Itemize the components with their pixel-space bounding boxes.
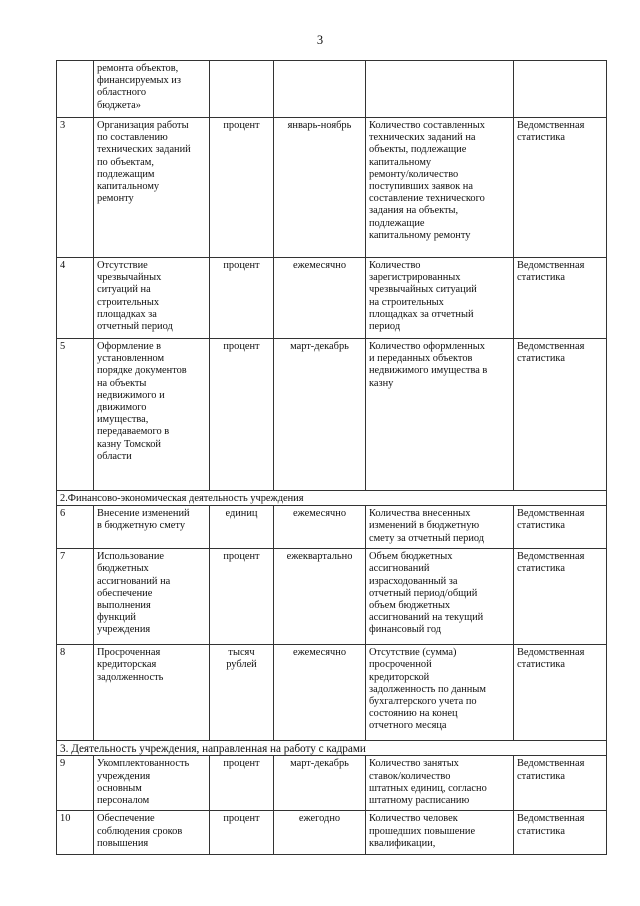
period: март-декабрь — [274, 339, 366, 491]
data-source: Ведомственная статистика — [514, 756, 607, 811]
calculation-method: Количества внесенных изменений в бюджетную смету за отчетный период — [366, 506, 514, 549]
section-header — [57, 741, 607, 756]
table-row — [57, 506, 607, 549]
calculation-method: Объем бюджетных ассигнований израсходованный за отчетный период/общий объем бюджетных ассигнований на текущий финансовый год — [366, 549, 514, 645]
data-source: Ведомственная статистика — [514, 258, 607, 339]
data-source: Ведомственная статистика — [514, 645, 607, 741]
calculation-method: Количество оформленных и переданных объектов недвижимого имущества в казну — [366, 339, 514, 491]
table-row — [57, 549, 607, 645]
section-title: 2.Финансово-экономическая деятельность учреждения — [57, 491, 607, 506]
table-row — [57, 61, 607, 118]
period — [274, 61, 366, 118]
indicator-name: Обеспечение соблюдения сроков повышения — [94, 811, 210, 855]
calculation-method: Количество занятых ставок/количество штатных единиц, согласно штатному расписанию — [366, 756, 514, 811]
unit: процент — [210, 339, 274, 491]
unit: процент — [210, 118, 274, 258]
data-source: Ведомственная статистика — [514, 118, 607, 258]
unit: тысяч рублей — [210, 645, 274, 741]
indicator-name: Укомплектованность учреждения основным персоналом — [94, 756, 210, 811]
indicator-name: Оформление в установленном порядке документов на объекты недвижимого и движимого имущества, передаваемого в казну Томской области — [94, 339, 210, 491]
data-source — [514, 61, 607, 118]
page-number: 3 — [316, 33, 324, 47]
period: ежемесячно — [274, 258, 366, 339]
table-row — [57, 258, 607, 339]
data-source: Ведомственная статистика — [514, 549, 607, 645]
row-number: 10 — [57, 811, 94, 855]
unit: процент — [210, 258, 274, 339]
unit: процент — [210, 811, 274, 855]
indicator-name: Внесение изменений в бюджетную смету — [94, 506, 210, 549]
unit: единиц — [210, 506, 274, 549]
table-row — [57, 756, 607, 811]
data-source: Ведомственная статистика — [514, 339, 607, 491]
row-number: 7 — [57, 549, 94, 645]
row-number — [57, 61, 94, 118]
period: январь-ноябрь — [274, 118, 366, 258]
section-title: 3. Деятельность учреждения, направленная на работу с кадрами — [57, 741, 607, 756]
data-source: Ведомственная статистика — [514, 811, 607, 855]
period: ежеквартально — [274, 549, 366, 645]
unit: процент — [210, 549, 274, 645]
row-number: 6 — [57, 506, 94, 549]
unit — [210, 61, 274, 118]
table-row — [57, 645, 607, 741]
calculation-method: Количество человек прошедших повышение квалификации, — [366, 811, 514, 855]
indicators-table — [56, 60, 607, 855]
data-source: Ведомственная статистика — [514, 506, 607, 549]
calculation-method: Количество составленных технических заданий на объекты, подлежащие капитальному ремонту/количество поступивших заявок на составление технического задания на объекты, подлежащие капитальному ремонту — [366, 118, 514, 258]
section-header — [57, 491, 607, 506]
calculation-method: Отсутствие (сумма) просроченной кредиторской задолженность по данным бухгалтерского учета по состоянию на конец отчетного месяца — [366, 645, 514, 741]
row-number: 9 — [57, 756, 94, 811]
row-number: 4 — [57, 258, 94, 339]
indicator-name: Организация работы по составлению технических заданий по объектам, подлежащим капитальному ремонту — [94, 118, 210, 258]
indicator-name: Отсутствие чрезвычайных ситуаций на строительных площадках за отчетный период — [94, 258, 210, 339]
indicator-name: Просроченная кредиторская задолженность — [94, 645, 210, 741]
table-row — [57, 118, 607, 258]
period: ежегодно — [274, 811, 366, 855]
row-number: 3 — [57, 118, 94, 258]
table-row — [57, 339, 607, 491]
unit: процент — [210, 756, 274, 811]
row-number: 5 — [57, 339, 94, 491]
period: ежемесячно — [274, 645, 366, 741]
calculation-method: Количество зарегистрированных чрезвычайных ситуаций на строительных площадках за отчетный период — [366, 258, 514, 339]
period: ежемесячно — [274, 506, 366, 549]
row-number: 8 — [57, 645, 94, 741]
indicator-name: ремонта объектов, финансируемых из областного бюджета» — [94, 61, 210, 118]
indicator-name: Использование бюджетных ассигнований на обеспечение выполнения функций учреждения — [94, 549, 210, 645]
table-row — [57, 811, 607, 855]
calculation-method — [366, 61, 514, 118]
period: март-декабрь — [274, 756, 366, 811]
